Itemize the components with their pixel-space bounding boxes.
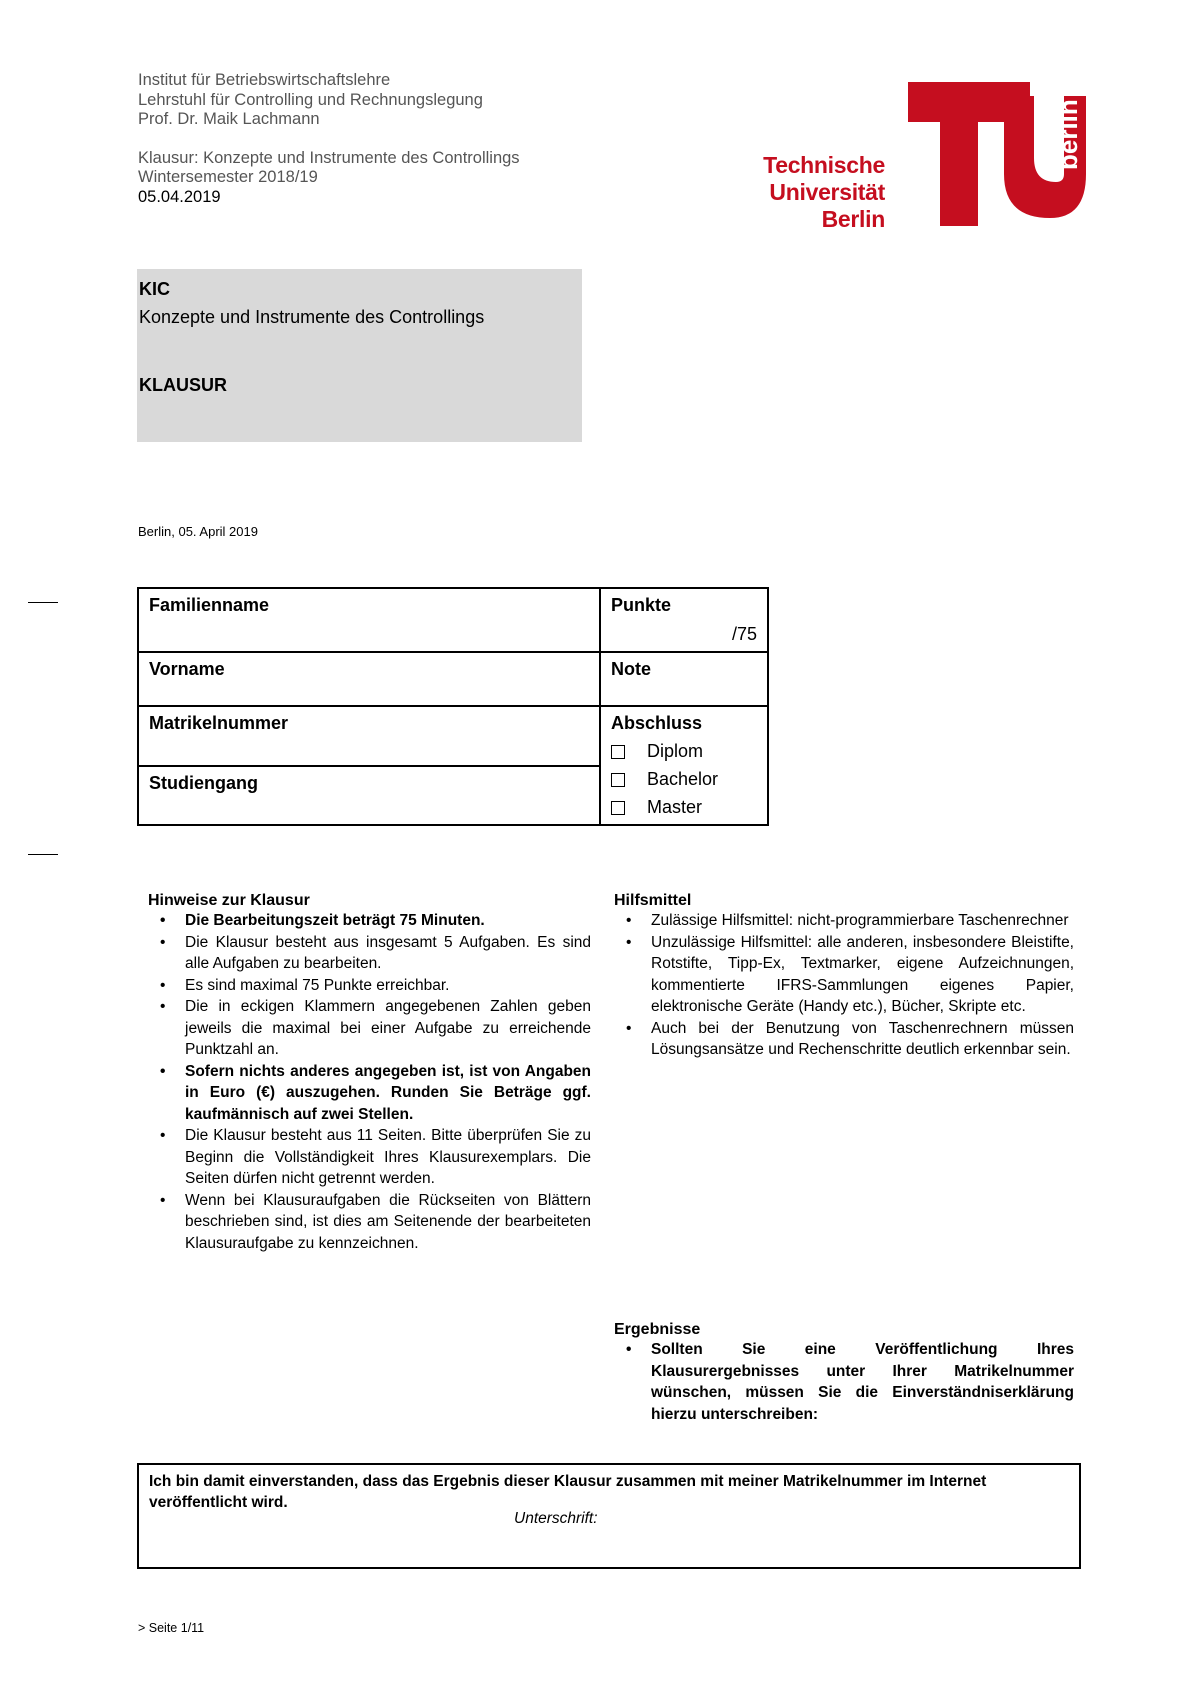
- list-item: • Sofern nichts anderes angegeben ist, ist von Angaben in Euro (€) auszugehen. Runden Sie Beträge ggf. kaufmännisch auf zwei Stellen.: [148, 1061, 591, 1126]
- professor: Prof. Dr. Maik Lachmann: [138, 110, 320, 128]
- note-field[interactable]: [600, 652, 768, 706]
- institute: Institut für Betriebswirtschaftslehre: [138, 71, 391, 89]
- hinweise-heading: Hinweise zur Klausur: [148, 892, 310, 909]
- logo-line-1: Technische: [763, 152, 885, 178]
- familienname-label: Familienname: [149, 595, 270, 615]
- option-master[interactable]: [611, 797, 757, 818]
- ergebnisse-list: [614, 1339, 1074, 1425]
- option-label: Master: [647, 797, 703, 817]
- signature-field[interactable]: Unterschrift:: [514, 1510, 598, 1527]
- list-item: • Zulässige Hilfsmittel: nicht-programmierbare Taschenrechner: [614, 910, 1074, 932]
- hilfsmittel-heading: Hilfsmittel: [614, 892, 692, 909]
- place-date: Berlin, 05. April 2019: [138, 524, 258, 539]
- checkbox-icon[interactable]: [611, 801, 625, 815]
- list-item: • Wenn bei Klausuraufgaben die Rückseiten von Blättern beschrieben sind, ist dies am Seitenende der bearbeiteten Klausuraufgabe zu kennzeichnen.: [148, 1190, 591, 1255]
- list-item: • Die in eckigen Klammern angegebenen Zahlen geben jeweils die maximal bei einer Aufgabe zu erreichende Punktzahl an.: [148, 996, 591, 1061]
- student-info-form: [137, 587, 769, 826]
- punkte-field[interactable]: [600, 588, 768, 652]
- abschluss-field: [600, 706, 768, 825]
- list-item: • Die Bearbeitungszeit beträgt 75 Minuten.: [148, 910, 591, 932]
- consent-box: [137, 1463, 1081, 1569]
- hinweise-section: [148, 892, 591, 1254]
- hilfsmittel-list: [614, 910, 1074, 1061]
- abschluss-label: Abschluss: [611, 713, 703, 733]
- matrikelnummer-field[interactable]: [138, 706, 600, 766]
- margin-mark-bottom: [28, 854, 58, 855]
- course-code: KIC: [139, 279, 170, 299]
- list-item: • Unzulässige Hilfsmittel: alle anderen, insbesondere Bleistifte, Rotstifte, Tipp-Ex, Textmarker, eigene Aufzeichnungen, kommentierte IFRS-Sammlungen eigenes Papier, elektronische Geräte (Handy etc.), Bücher, Skripte etc.: [614, 932, 1074, 1018]
- familienname-field[interactable]: [138, 588, 600, 652]
- option-label: Diplom: [647, 741, 704, 761]
- title-box: [137, 269, 582, 442]
- checkbox-icon[interactable]: [611, 773, 625, 787]
- ergebnisse-heading: Ergebnisse: [614, 1321, 701, 1338]
- option-label: Bachelor: [647, 769, 719, 789]
- exam-title: Klausur: Konzepte und Instrumente des Controllings: [138, 148, 520, 167]
- punkte-max: /75: [731, 624, 757, 644]
- option-diplom[interactable]: [611, 741, 757, 762]
- margin-mark-top: [28, 602, 58, 603]
- vorname-field[interactable]: [138, 652, 600, 706]
- vorname-label: Vorname: [149, 659, 225, 679]
- hinweise-list: [148, 910, 591, 1254]
- hilfsmittel-section: [614, 892, 1074, 1061]
- list-item: • Auch bei der Benutzung von Taschenrechnern müssen Lösungsansätze und Rechenschritte deutlich erkennbar sein.: [614, 1018, 1074, 1061]
- exam-date: 05.04.2019: [138, 187, 221, 206]
- logo-side-text: berlin: [1053, 99, 1083, 170]
- checkbox-icon[interactable]: [611, 745, 625, 759]
- header-block: [138, 71, 520, 207]
- option-bachelor[interactable]: [611, 769, 757, 790]
- ergebnisse-section: [614, 1321, 1074, 1425]
- logo-line-3: Berlin: [821, 206, 885, 232]
- semester: Wintersemester 2018/19: [138, 168, 318, 186]
- list-item: • Es sind maximal 75 Punkte erreichbar.: [148, 975, 591, 997]
- list-item: • Die Klausur besteht aus 11 Seiten. Bitte überprüfen Sie zu Beginn die Vollständigkeit Ihres Klausurexemplars. Die Seiten dürfen nicht getrennt werden.: [148, 1125, 591, 1190]
- tu-berlin-logo: [763, 78, 1090, 238]
- consent-text: Ich bin damit einverstanden, dass das Ergebnis dieser Klausur zusammen mit meiner Matrikelnummer im Internet veröffentlicht wird.: [149, 1473, 987, 1511]
- page-number: > Seite 1/11: [138, 1621, 205, 1635]
- list-item: • Die Klausur besteht aus insgesamt 5 Aufgaben. Es sind alle Aufgaben zu bearbeiten.: [148, 932, 591, 975]
- logo-wordmark: [735, 152, 885, 233]
- note-label: Note: [611, 659, 651, 679]
- document-type: KLAUSUR: [139, 375, 227, 395]
- logo-line-2: Universität: [769, 179, 885, 205]
- chair: Lehrstuhl für Controlling und Rechnungslegung: [138, 90, 483, 109]
- list-item: • Sollten Sie eine Veröffentlichung Ihres Klausurergebnisses unter Ihrer Matrikelnummer wünschen, müssen Sie die Einverständniserklärung hierzu unterschreiben:: [614, 1339, 1074, 1425]
- punkte-label: Punkte: [611, 595, 672, 615]
- course-title: Konzepte und Instrumente des Controllings: [139, 307, 485, 327]
- studiengang-label: Studiengang: [149, 772, 258, 793]
- studiengang-field[interactable]: [138, 766, 600, 826]
- matrikelnummer-label: Matrikelnummer: [149, 713, 289, 733]
